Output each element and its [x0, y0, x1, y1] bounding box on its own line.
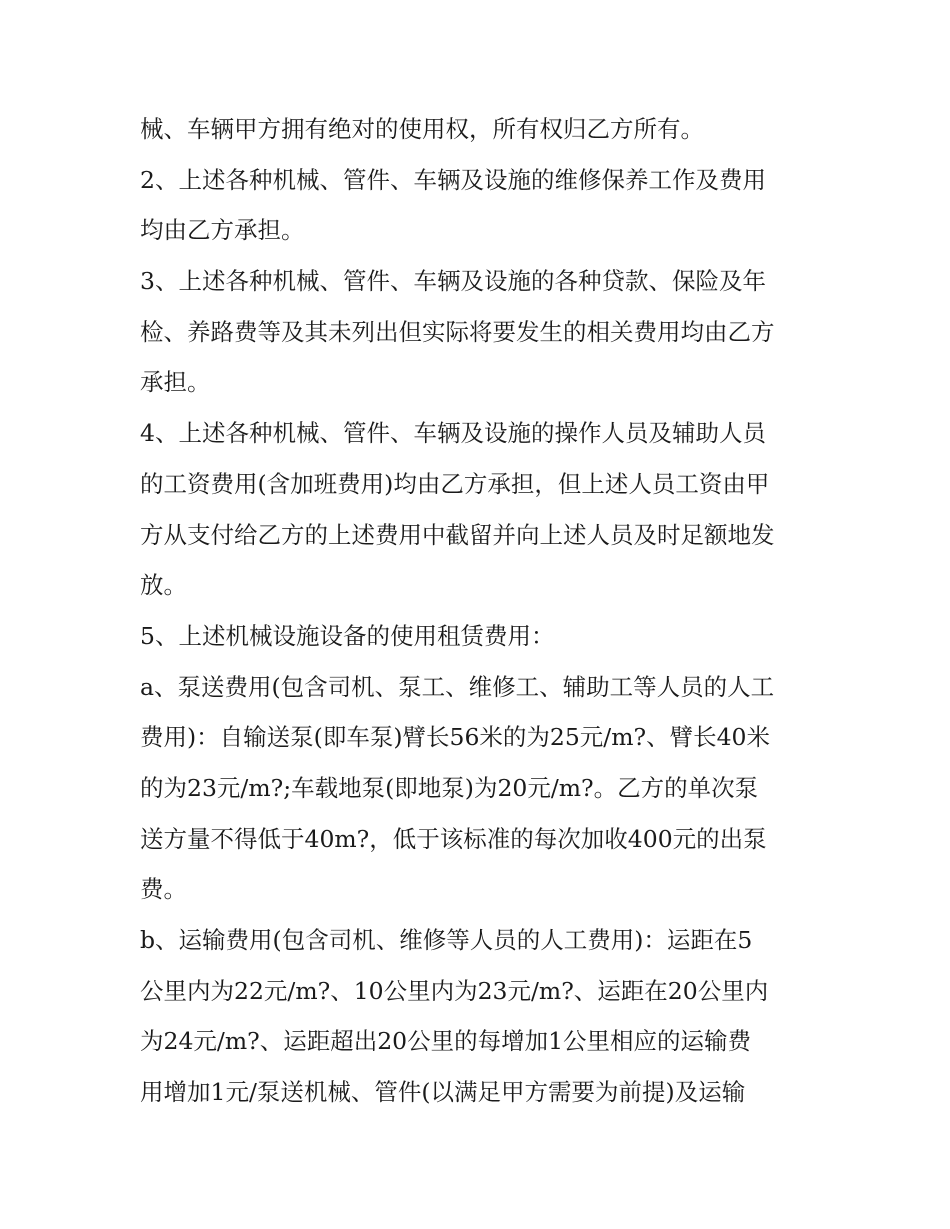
text-line: 3、上述各种机械、管件、车辆及设施的各种贷款、保险及年 — [140, 267, 766, 296]
text-line: 2、上述各种机械、管件、车辆及设施的维修保养工作及费用 — [140, 165, 766, 194]
text-line: 为24元/m?、运距超出20公里的每增加1公里相应的运输费 — [140, 1027, 752, 1056]
text-line: 费用)：自输送泵(即车泵)臂长56米的为25元/m?、臂长40米 — [140, 723, 771, 752]
text-line: b、运输费用(包含司机、维修等人员的人工费用)：运距在5 — [140, 926, 753, 954]
text-line: 的工资费用(含加班费用)均由乙方承担，但上述人员工资由甲 — [140, 469, 770, 498]
text-line: 公里内为22元/m?、10公里内为23元/m?、运距在20公里内 — [140, 976, 769, 1005]
text-line: 4、上述各种机械、管件、车辆及设施的操作人员及辅助人员 — [140, 419, 766, 448]
text-line: a、泵送费用(包含司机、泵工、维修工、辅助工等人员的人工 — [140, 672, 775, 701]
text-line: 送方量不得低于40m?，低于该标准的每次加收400元的出泵 — [140, 824, 767, 853]
text-line: 承担。 — [140, 368, 211, 397]
text-line: 5、上述机械设施设备的使用租赁费用： — [140, 621, 555, 650]
text-line: 械、车辆甲方拥有绝对的使用权，所有权归乙方所有。 — [140, 115, 704, 143]
text-line: 方从支付给乙方的上述费用中截留并向上述人员及时足额地发 — [140, 520, 775, 549]
text-line: 的为23元/m?;车载地泵(即地泵)为20元/m?。乙方的单次泵 — [140, 773, 759, 802]
text-line: 均由乙方承担。 — [140, 216, 305, 245]
text-line: 费。 — [140, 875, 187, 904]
text-line: 检、养路费等及其未列出但实际将要发生的相关费用均由乙方 — [140, 317, 775, 346]
text-line: 放。 — [140, 571, 187, 600]
text-line: 用增加1元/泵送机械、管件(以满足甲方需要为前提)及运输 — [140, 1078, 746, 1107]
document-body — [140, 104, 820, 1118]
